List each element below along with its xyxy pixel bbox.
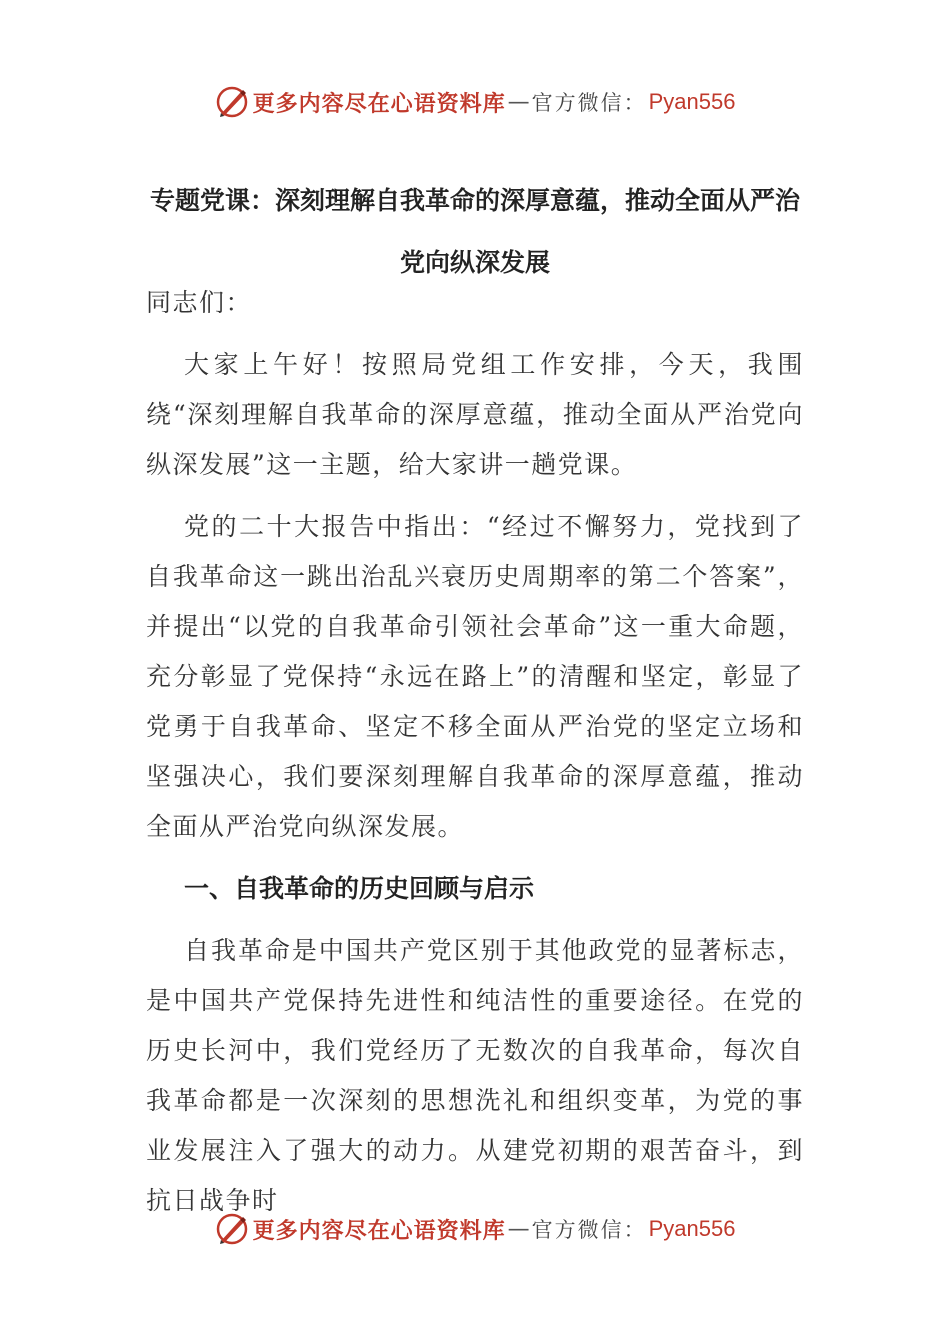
banner-wechat-label: 官方微信： bbox=[531, 1218, 647, 1242]
pen-logo-icon bbox=[215, 1212, 249, 1246]
banner-wechat-id: Pyan556 bbox=[648, 1216, 736, 1241]
banner-separator: — bbox=[507, 89, 530, 115]
banner-wechat-id: Pyan556 bbox=[648, 89, 736, 114]
section-heading: 一、自我革命的历史回顾与启示 bbox=[184, 874, 535, 903]
footer-watermark-banner bbox=[0, 1207, 950, 1251]
paragraph-section1: 自我革命是中国共产党区别于其他政党的显著标志，是中国共产党保持先进性和纯洁性的重要途径。在党的历史长河中，我们党经历了无数次的自我革命，每次自我革命都是一次深刻的思想洗礼和组织变革，为党的事业发展注入了强大的动力。从建党初期的艰苦奋斗，到抗日战争时 bbox=[146, 936, 804, 1215]
banner-brand-text: 更多内容尽在心语资料库 bbox=[252, 1217, 506, 1244]
greeting: 同志们： bbox=[146, 288, 253, 317]
paragraph-intro: 大家上午好！按照局党组工作安排，今天，我围绕“深刻理解自我革命的深厚意蕴，推动全面从严治党向纵深发展”这一主题，给大家讲一趟党课。 bbox=[146, 350, 804, 479]
document-body bbox=[146, 278, 804, 1238]
header-watermark-banner bbox=[0, 80, 950, 124]
banner-wechat-label: 官方微信： bbox=[531, 91, 647, 115]
pen-logo-icon bbox=[215, 85, 249, 119]
paragraph-report: 党的二十大报告中指出：“经过不懈努力，党找到了自我革命这一跳出治乱兴衰历史周期率的第二个答案”，并提出“以党的自我革命引领社会革命”这一重大命题，充分彰显了党保持“永远在路上”的清醒和坚定，彰显了党勇于自我革命、坚定不移全面从严治党的坚定立场和坚强决心，我们要深刻理解自我革命的深厚意蕴，推动全面从严治党向纵深发展。 bbox=[146, 512, 804, 841]
document-title: 专题党课：深刻理解自我革命的深厚意蕴，推动全面从严治党向纵深发展 bbox=[149, 186, 800, 277]
banner-separator: — bbox=[507, 1216, 530, 1242]
banner-brand-text: 更多内容尽在心语资料库 bbox=[252, 90, 506, 117]
